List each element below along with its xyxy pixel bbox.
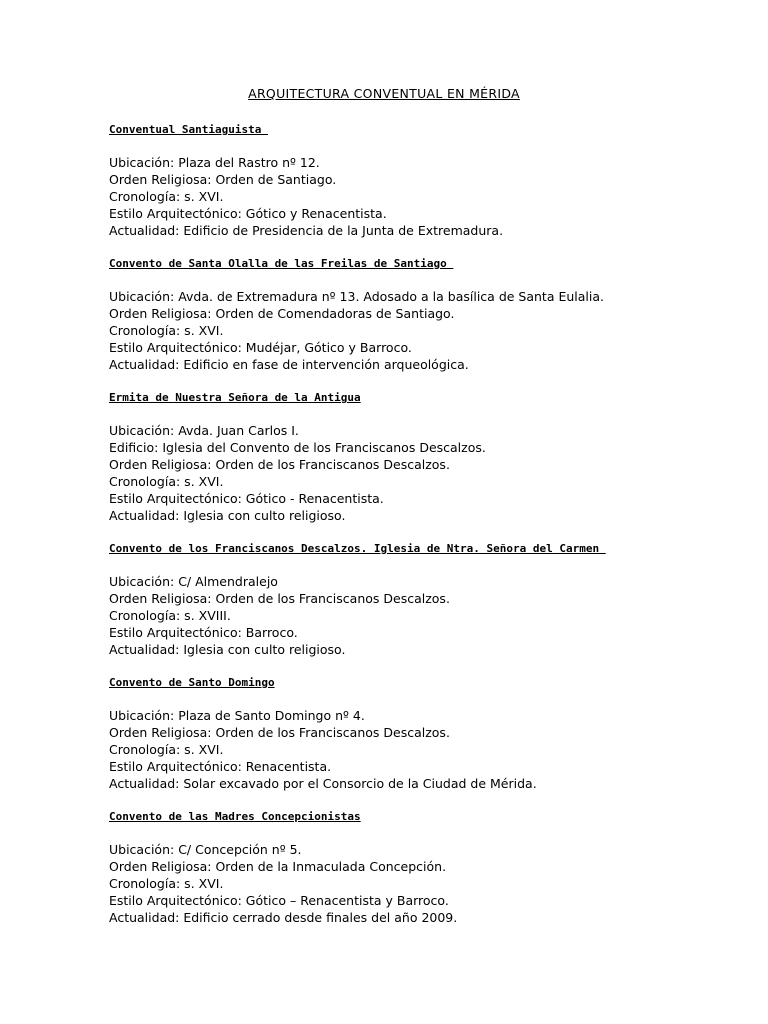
ubicacion-line: Ubicación: Avda. de Extremadura nº 13. Adosado a la basílica de Santa Eulalia. [109,289,604,304]
section-title: Convento de los Franciscanos Descalzos. Iglesia de Ntra. Señora del Carmen [109,542,606,555]
section-title: Conventual Santiaguista [109,123,268,136]
estilo-line: Estilo Arquitectónico: Gótico y Renacentista. [109,206,387,221]
cronologia-line: Cronología: s. XVI. [109,189,224,204]
section-title: Ermita de Nuestra Señora de la Antigua [109,391,361,404]
cronologia-line: Cronología: s. XVIII. [109,608,231,623]
ubicacion-line: Ubicación: C/ Concepción nº 5. [109,842,302,857]
section-conventual-santiaguista [109,121,749,239]
section-title: Convento de las Madres Concepcionistas [109,810,361,823]
section-ermita-antigua [109,389,749,524]
cronologia-line: Cronología: s. XVI. [109,876,224,891]
estilo-line: Estilo Arquitectónico: Gótico – Renacentista y Barroco. [109,893,449,908]
estilo-line: Estilo Arquitectónico: Mudéjar, Gótico y Barroco. [109,340,412,355]
section-franciscanos-descalzos [109,540,749,658]
section-title: Convento de Santo Domingo [109,676,275,689]
document-title: ARQUITECTURA CONVENTUAL EN MÉRIDA [248,86,520,101]
cronologia-line: Cronología: s. XVI. [109,742,224,757]
ubicacion-line: Ubicación: Plaza de Santo Domingo nº 4. [109,708,365,723]
orden-religiosa-line: Orden Religiosa: Orden de Comendadoras de Santiago. [109,306,455,321]
actualidad-line: Actualidad: Edificio en fase de intervención arqueológica. [109,357,469,372]
cronologia-line: Cronología: s. XVI. [109,323,224,338]
edificio-line: Edificio: Iglesia del Convento de los Franciscanos Descalzos. [109,440,486,455]
ubicacion-line: Ubicación: Avda. Juan Carlos I. [109,423,299,438]
orden-religiosa-line: Orden Religiosa: Orden de Santiago. [109,172,337,187]
estilo-line: Estilo Arquitectónico: Gótico - Renacentista. [109,491,384,506]
estilo-line: Estilo Arquitectónico: Barroco. [109,625,298,640]
orden-religiosa-line: Orden Religiosa: Orden de los Franciscanos Descalzos. [109,591,450,606]
ubicacion-line: Ubicación: C/ Almendralejo [109,574,278,589]
ubicacion-line: Ubicación: Plaza del Rastro nº 12. [109,155,320,170]
orden-religiosa-line: Orden Religiosa: Orden de la Inmaculada Concepción. [109,859,447,874]
actualidad-line: Actualidad: Iglesia con culto religioso. [109,508,346,523]
section-title: Convento de Santa Olalla de las Freilas de Santiago [109,257,454,270]
sections-container [109,121,749,942]
estilo-line: Estilo Arquitectónico: Renacentista. [109,759,332,774]
cronologia-line: Cronología: s. XVI. [109,474,224,489]
actualidad-line: Actualidad: Iglesia con culto religioso. [109,642,346,657]
section-madres-concepcionistas [109,808,749,926]
orden-religiosa-line: Orden Religiosa: Orden de los Franciscanos Descalzos. [109,725,450,740]
actualidad-line: Actualidad: Solar excavado por el Consorcio de la Ciudad de Mérida. [109,776,537,791]
actualidad-line: Actualidad: Edificio cerrado desde finales del año 2009. [109,910,458,925]
orden-religiosa-line: Orden Religiosa: Orden de los Franciscanos Descalzos. [109,457,450,472]
actualidad-line: Actualidad: Edificio de Presidencia de la Junta de Extremadura. [109,223,504,238]
section-santa-olalla [109,255,749,373]
section-santo-domingo [109,674,749,792]
